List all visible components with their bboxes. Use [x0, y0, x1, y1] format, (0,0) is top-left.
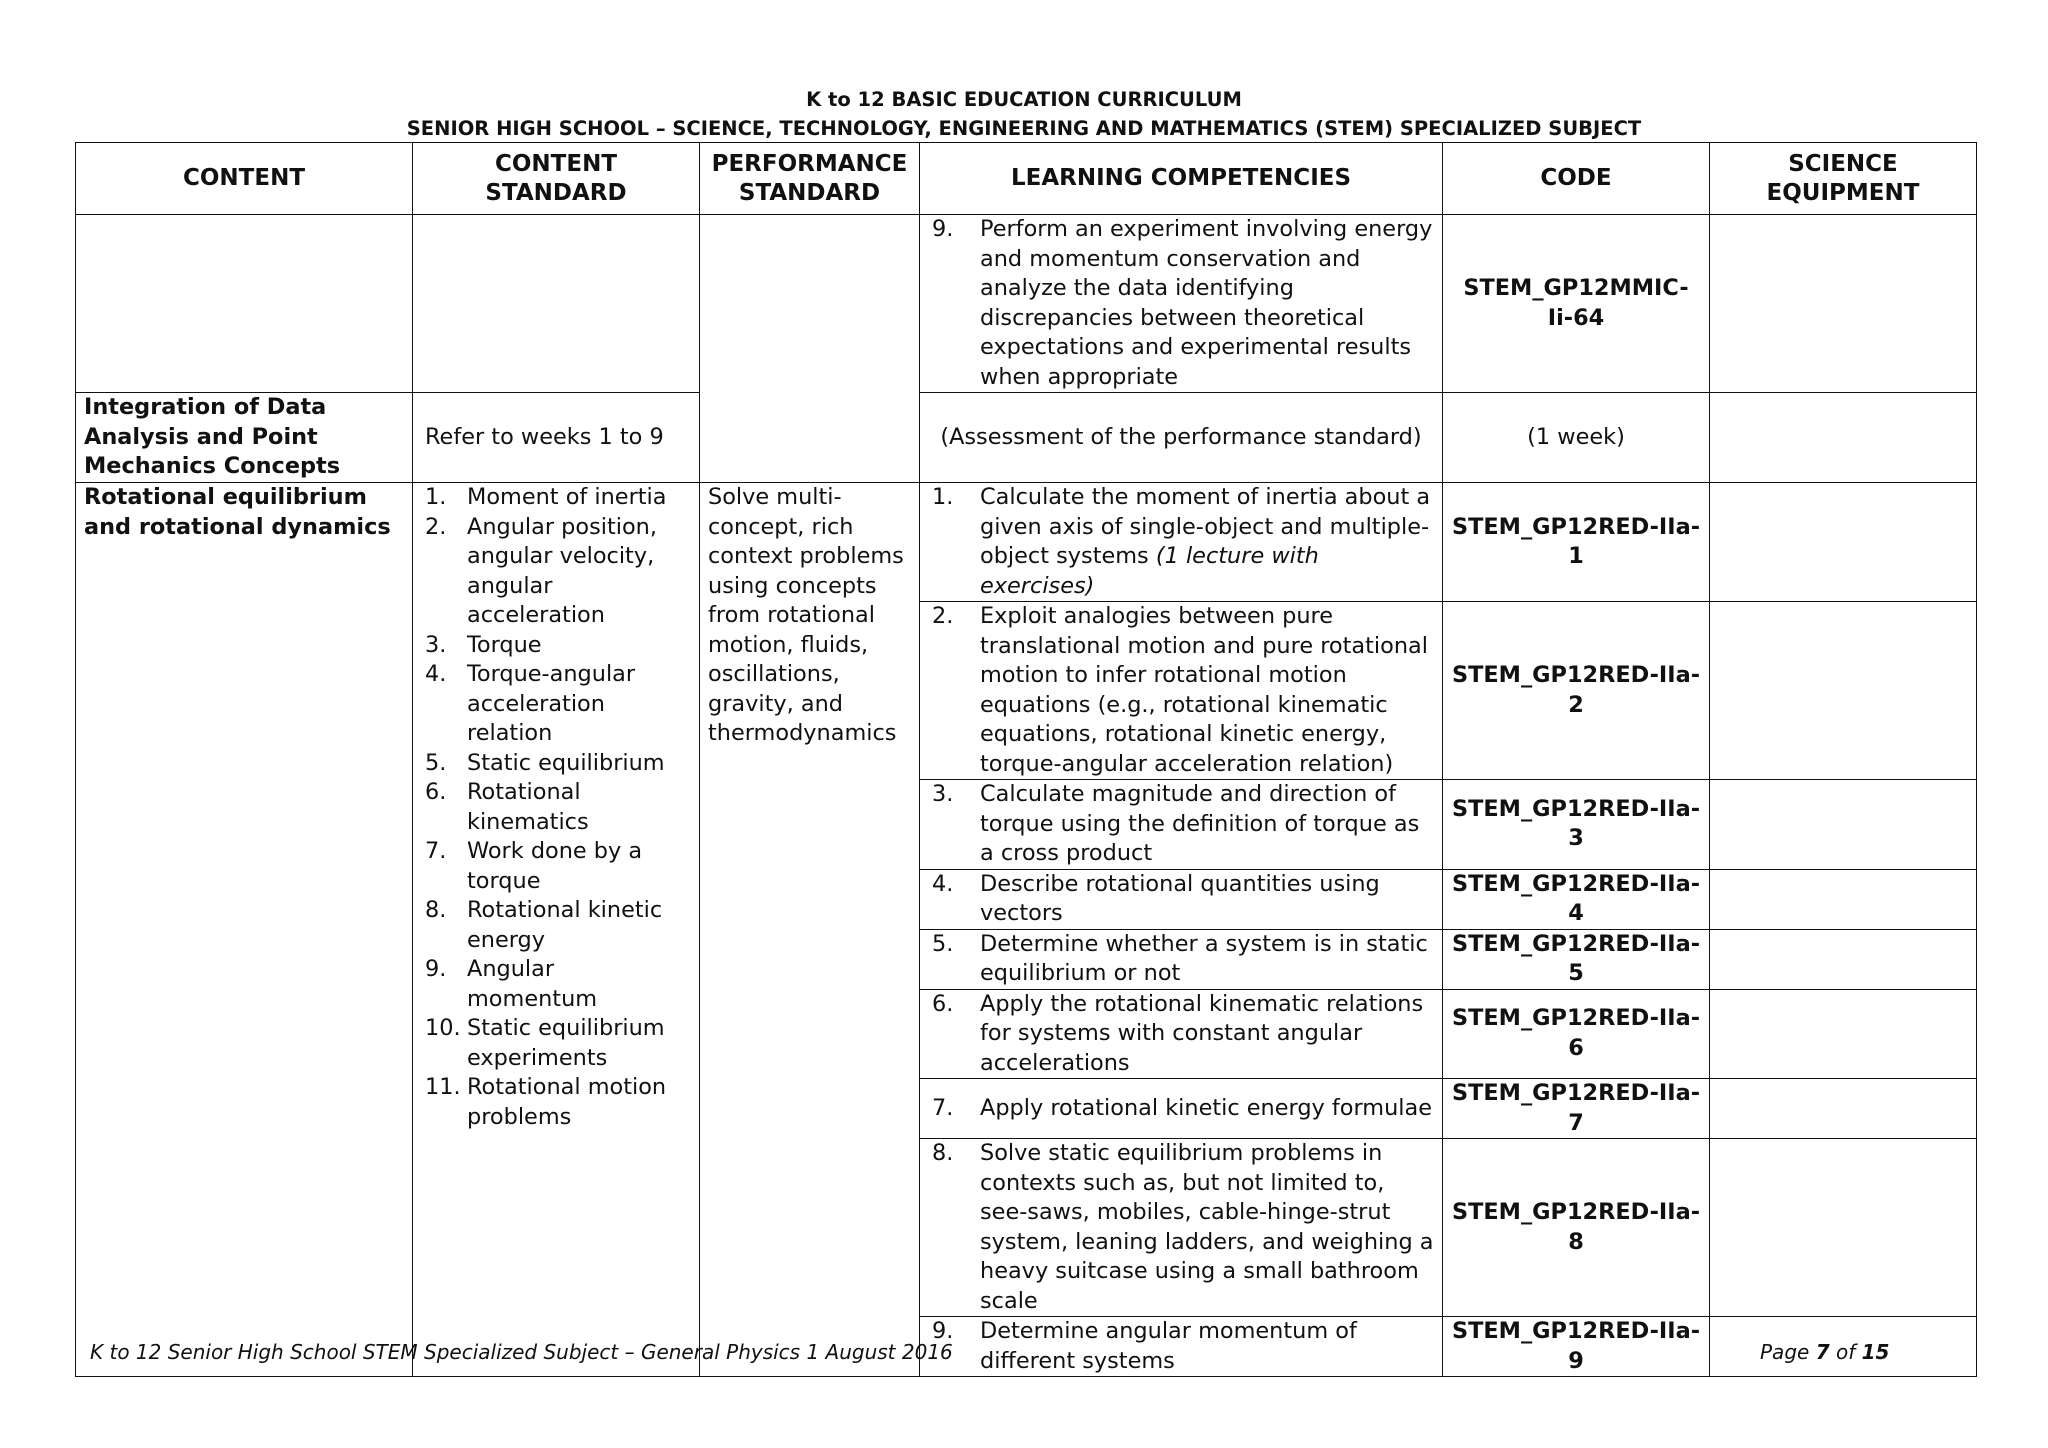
curriculum-title: K to 12 BASIC EDUCATION CURRICULUM — [806, 88, 1242, 111]
code-cell: STEM_GP12RED-IIa-9 — [1443, 1317, 1710, 1377]
col-header-code: CODE — [1443, 143, 1710, 215]
code-cell: STEM_GP12MMIC-Ii-64 — [1443, 215, 1710, 393]
code-cell: STEM_GP12RED-IIa-4 — [1443, 869, 1710, 929]
list-item: 11. Rotational motion problems — [425, 1074, 667, 1130]
col-header-performance-standard: PERFORMANCE STANDARD — [700, 143, 920, 215]
code-cell: STEM_GP12RED-IIa-6 — [1443, 989, 1710, 1079]
competency-text: Calculate the moment of inertia about a given axis of single-object and multiple-object systems — [980, 484, 1431, 569]
table-row — [76, 393, 1977, 483]
content-standard-cell — [413, 215, 700, 393]
footer-document-title: K to 12 Senior High School STEM Specialized Subject – General Physics 1 August 2016 — [90, 1340, 953, 1364]
performance-standard-cell — [700, 215, 920, 483]
col-header-learning-competencies: LEARNING COMPETENCIES — [920, 143, 1443, 215]
table-row — [76, 215, 1977, 393]
content-standard-list — [421, 483, 691, 1132]
competency-text: Perform an experiment involving energy and momentum conservation and analyze the data identifying discrepancies between theoretical expectations and experimental results when appropriate — [980, 216, 1433, 390]
list-item: 8. Rotational kinetic energy — [425, 897, 663, 953]
equipment-cell — [1710, 1079, 1977, 1139]
list-item: 4. Torque-angular acceleration relation — [425, 661, 636, 746]
competency-cell: 2. Exploit analogies between pure translational motion and pure rotational motion to infer rotational motion equations (e.g., rotational kinematic equations, rotational kinetic energy, torque-angular acceleration relation) — [920, 602, 1443, 780]
code-cell: STEM_GP12RED-IIa-2 — [1443, 602, 1710, 780]
content-cell — [76, 215, 413, 393]
competency-cell: 3. Calculate magnitude and direction of torque using the definition of torque as a cross product — [920, 780, 1443, 870]
equipment-cell — [1710, 215, 1977, 393]
code-cell: STEM_GP12RED-IIa-3 — [1443, 780, 1710, 870]
equipment-cell — [1710, 602, 1977, 780]
competency-cell: (Assessment of the performance standard) — [920, 393, 1443, 483]
performance-standard-cell: Solve multi-concept, rich context problems using concepts from rotational motion, fluids, oscillations, gravity, and thermodynamics — [700, 483, 920, 1377]
list-item: 3. Torque — [425, 631, 542, 658]
competency-cell: 1. Calculate the moment of inertia about a given axis of single-object and multiple-object systems (1 lecture with exercises) — [920, 483, 1443, 602]
col-header-content: CONTENT — [76, 143, 413, 215]
equipment-cell — [1710, 393, 1977, 483]
col-header-science-equipment: SCIENCE EQUIPMENT — [1710, 143, 1977, 215]
list-item: 7. Work done by a torque — [425, 838, 643, 894]
code-cell: STEM_GP12RED-IIa-5 — [1443, 929, 1710, 989]
list-item: 1. Moment of inertia — [425, 484, 667, 510]
competency-cell: 6. Apply the rotational kinematic relations for systems with constant angular accelerations — [920, 989, 1443, 1079]
equipment-cell — [1710, 483, 1977, 602]
competency-cell: 7. Apply rotational kinetic energy formulae — [920, 1079, 1443, 1139]
content-standard-cell: Refer to weeks 1 to 9 — [413, 393, 700, 483]
list-item: 10. Static equilibrium experiments — [425, 1015, 665, 1071]
list-item: 6. Rotational kinematics — [425, 779, 589, 835]
competency-cell: 5. Determine whether a system is in static equilibrium or not — [920, 929, 1443, 989]
list-item: 2. Angular position, angular velocity, angular acceleration — [425, 513, 657, 628]
curriculum-table — [75, 142, 1977, 1377]
competency-cell: 8. Solve static equilibrium problems in contexts such as, but not limited to, see-saws, mobiles, cable-hinge-strut system, leaning ladders, and weighing a heavy suitcase using a small bathroom scale — [920, 1139, 1443, 1317]
list-item: 5. Static equilibrium — [425, 749, 665, 776]
footer-page-number: Page 7 of 15 — [1760, 1340, 1890, 1364]
competency-number: 9. — [932, 216, 954, 242]
col-header-content-standard: CONTENT STANDARD — [413, 143, 700, 215]
equipment-cell — [1710, 869, 1977, 929]
competency-cell: 9. Determine angular momentum of different systems — [920, 1317, 1443, 1377]
competency-cell: 4. Describe rotational quantities using vectors — [920, 869, 1443, 929]
code-cell: STEM_GP12RED-IIa-7 — [1443, 1079, 1710, 1139]
code-cell: STEM_GP12RED-IIa-1 — [1443, 483, 1710, 602]
content-standard-cell — [413, 483, 700, 1377]
competency-cell — [920, 215, 1443, 393]
competency-note: (1 lecture with exercises) — [980, 543, 1319, 599]
code-cell: STEM_GP12RED-IIa-8 — [1443, 1139, 1710, 1317]
equipment-cell — [1710, 780, 1977, 870]
content-cell: Rotational equilibrium and rotational dynamics — [76, 483, 413, 1377]
header-row — [76, 143, 1977, 215]
list-item: 9. Angular momentum — [425, 956, 598, 1012]
content-cell: Integration of Data Analysis and Point Mechanics Concepts — [76, 393, 413, 483]
equipment-cell — [1710, 1139, 1977, 1317]
equipment-cell — [1710, 929, 1977, 989]
equipment-cell — [1710, 989, 1977, 1079]
table-row — [76, 483, 1977, 602]
code-cell: (1 week) — [1443, 393, 1710, 483]
curriculum-subtitle: SENIOR HIGH SCHOOL – SCIENCE, TECHNOLOGY, ENGINEERING AND MATHEMATICS (STEM) SPECIALIZED SUBJECT — [406, 117, 1642, 140]
